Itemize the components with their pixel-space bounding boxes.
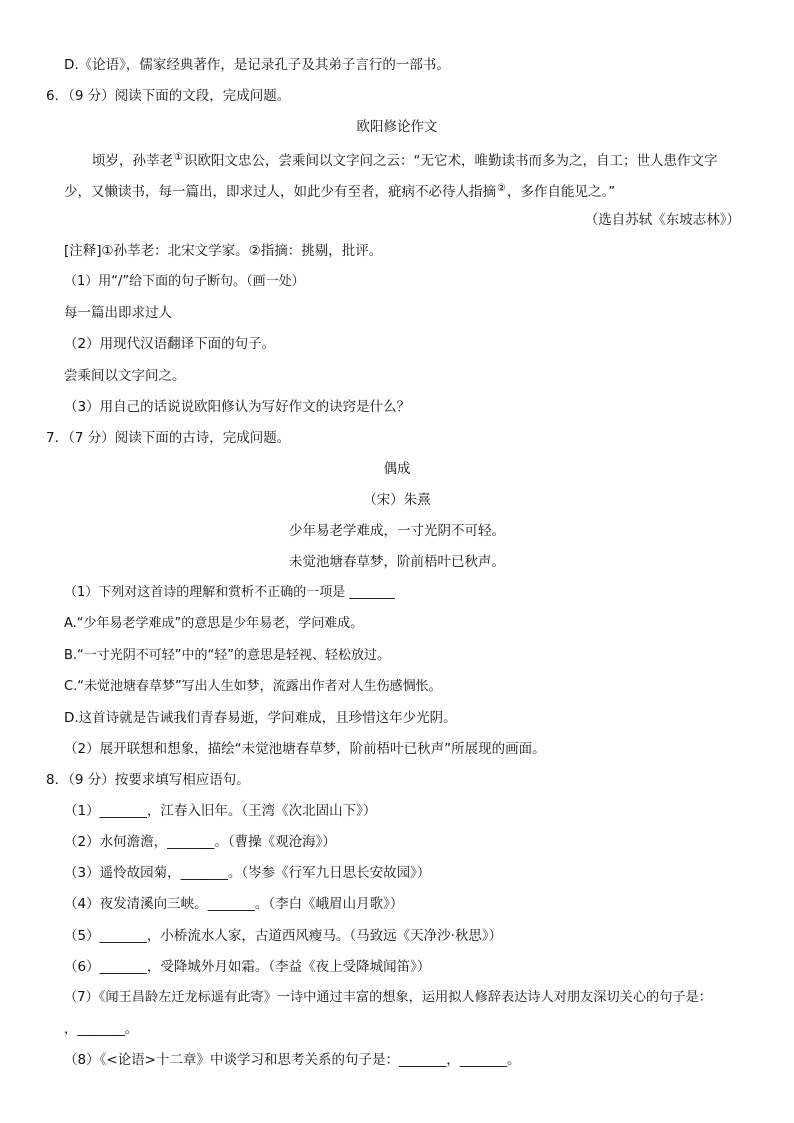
q6-notes: [注释]①孙莘老：北宋文学家。②指摘：挑剔，批评。 — [64, 243, 383, 259]
q6-source: （选自苏轼《东坡志林》） — [584, 212, 740, 228]
q7-poem-title: 偶成 — [383, 461, 411, 477]
footnote-mark-2: ② — [497, 183, 506, 194]
q8-heading: 8．（9 分）按要求填写相应语句。 — [46, 772, 250, 788]
q7-poem-author: （宋）朱熹 — [363, 492, 431, 508]
q8-item-4: （4）夜发清溪向三峡。_______。（李白《峨眉山月歌》） — [64, 896, 404, 912]
q8-item-5: （5）_______，小桥流水人家，古道西风瘦马。（马致远《天净沙·秋思》） — [64, 928, 503, 944]
q7-option-c: C.“未觉池塘春草梦”写出人生如梦，流露出作者对人生伤感惆怅。 — [64, 679, 442, 694]
q6-heading: 6．（9 分）阅读下面的文段，完成问题。 — [46, 88, 291, 104]
q6-sub2: （2）用现代汉语翻译下面的句子。 — [64, 336, 276, 352]
q6-sub1: （1）用“/”给下面的句子断句。（画一处） — [64, 274, 305, 289]
q8-item-2: （2）水何澹澹，_______。（曹操《观沧海》） — [64, 834, 336, 850]
q8-item-7: （7）《闻王昌龄左迁龙标遥有此寄》一诗中通过丰富的想象，运用拟人修辞表达诗人对朋友深切关心的句子是： — [64, 990, 712, 1005]
passage-text: 顷岁，孙莘老 — [92, 153, 173, 169]
q7-option-b: B.“一寸光阴不可轻”中的“轻”的意思是轻视、轻松放过。 — [64, 648, 390, 663]
footnote-mark-1: ① — [174, 152, 183, 163]
q6-passage-title: 欧阳修论作文 — [356, 119, 438, 135]
q7-sub2: （2）展开联想和想象，描绘“未觉池塘春草梦，阶前梧叶已秋声”所展现的画面。 — [64, 741, 546, 757]
q8-item-1: （1）_______，江春入旧年。（王湾《次北固山下》） — [64, 803, 377, 819]
q7-sub1: （1）下列对这首诗的理解和赏析不正确的一项是 _______ — [64, 585, 395, 600]
q7-heading: 7．（7 分）阅读下面的古诗，完成问题。 — [46, 430, 291, 446]
q6-passage-line-2 — [64, 179, 615, 202]
q6-sub3: （3）用自己的话说说欧阳修认为写好作文的诀窍是什么？ — [64, 399, 411, 415]
passage-text: 少，又懒读书，每一篇出，即求过人，如此少有至者，疵病不必待人指摘 — [64, 184, 496, 200]
q6-passage-line-1 — [92, 148, 717, 171]
passage-text: ，多作自能见之。” — [506, 184, 616, 200]
q7-option-d: D.这首诗就是告诫我们青春易逝，学问难成，且珍惜这年少光阴。 — [64, 710, 457, 726]
passage-text: 识欧阳文忠公，尝乘间以文字问之云：“无它术，唯勤读书而多为之，自工；世人患作文字 — [183, 153, 718, 169]
q6-sub1-sentence: 每一篇出即求过人 — [64, 305, 172, 321]
q5-option-d: D.《论语》，儒家经典著作，是记录孔子及其弟子言行的一部书。 — [64, 57, 450, 73]
q8-item-8: （8）《<论语>十二章》中谈学习和思考关系的句子是：_______，_______。 — [64, 1052, 521, 1068]
q7-poem-line-1: 少年易老学难成，一寸光阴不可轻。 — [289, 523, 505, 539]
q8-item-3: （3）遥怜故园菊，_______。（岑参《行军九日思长安故园》） — [64, 865, 431, 881]
q8-item-6: （6）_______，受降城外月如霜。（李益《夜上受降城闻笛》） — [64, 959, 431, 975]
q7-option-a: A.“少年易老学难成”的意思是少年易老，学问难成。 — [64, 616, 364, 631]
q8-item-7-blank: ，_______。 — [64, 1021, 139, 1037]
q7-poem-line-2: 未觉池塘春草梦，阶前梧叶已秋声。 — [289, 554, 505, 570]
q6-sub2-sentence: 尝乘间以文字问之。 — [64, 368, 186, 384]
